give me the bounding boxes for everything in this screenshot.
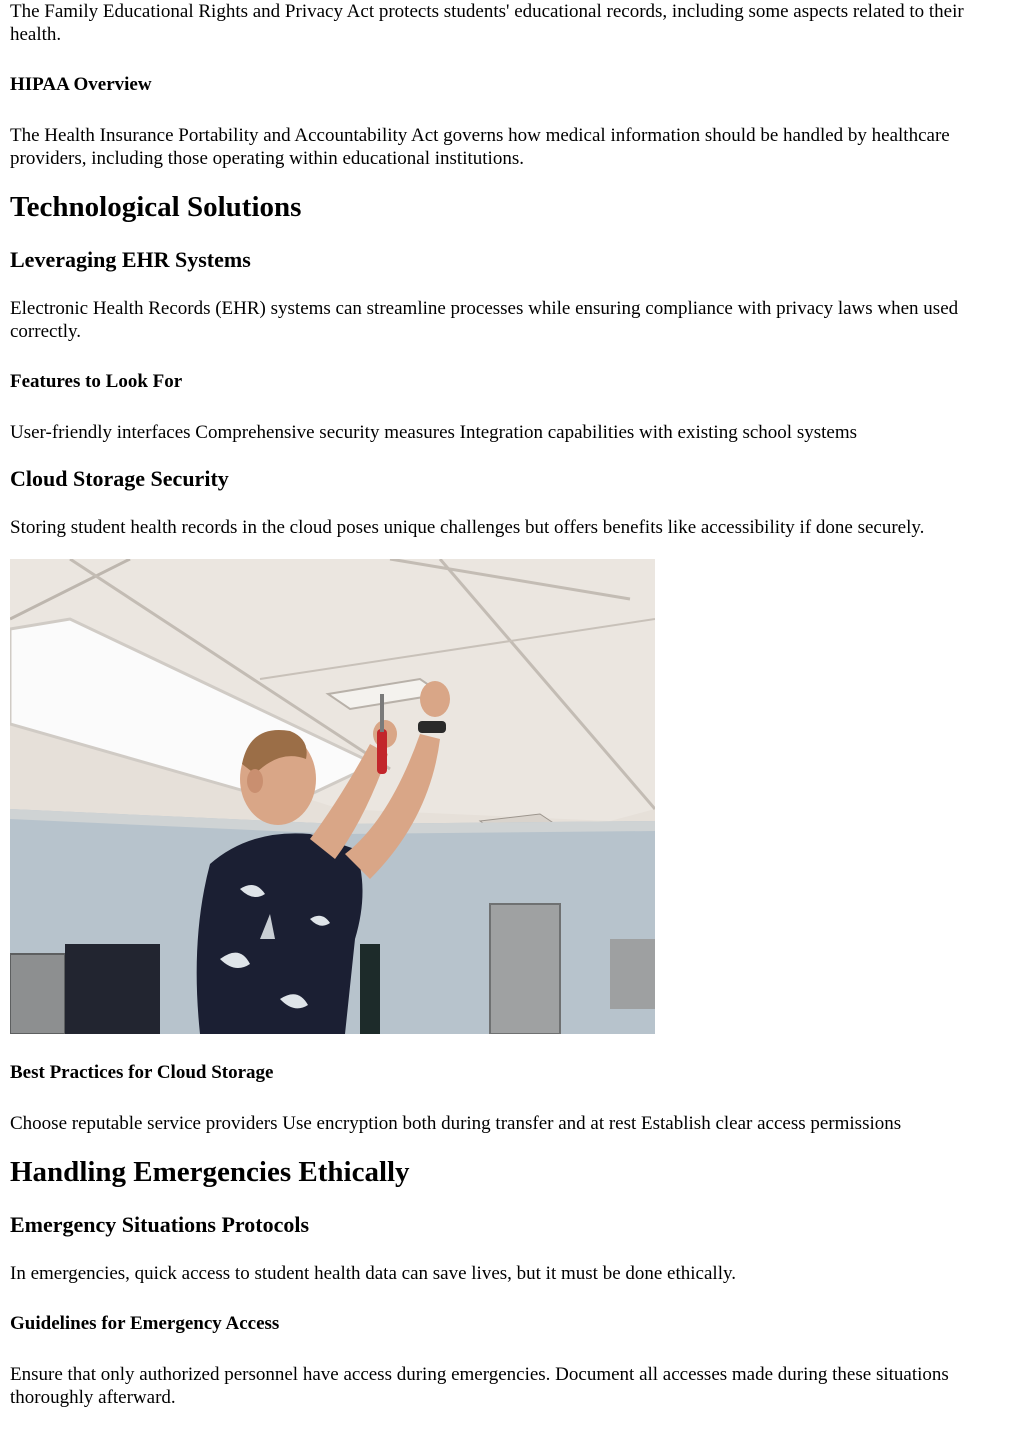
emergencies-heading: Handling Emergencies Ethically bbox=[10, 1156, 410, 1188]
ferpa-paragraph: The Family Educational Rights and Privacy Act protects students' educational records, including some aspects related to their health. bbox=[10, 1, 964, 45]
hipaa-heading: HIPAA Overview bbox=[10, 74, 152, 95]
tech-heading: Technological Solutions bbox=[10, 191, 302, 223]
photo-illustration bbox=[10, 559, 655, 1034]
protocols-paragraph: In emergencies, quick access to student health data can save lives, but it must be done ethically. bbox=[10, 1263, 736, 1284]
cloud-paragraph: Storing student health records in the cloud poses unique challenges but offers benefits like accessibility if done securely. bbox=[10, 517, 925, 538]
ceiling-installation-photo bbox=[10, 559, 655, 1034]
hipaa-paragraph: The Health Insurance Portability and Accountability Act governs how medical information should be handled by healthcare providers, including those operating within educational institutions. bbox=[10, 125, 950, 169]
protocols-heading: Emergency Situations Protocols bbox=[10, 1212, 310, 1237]
best-practices-heading: Best Practices for Cloud Storage bbox=[10, 1062, 274, 1083]
best-practices-paragraph: Choose reputable service providers Use encryption both during transfer and at rest Establish clear access permissions bbox=[10, 1113, 902, 1134]
guidelines-paragraph: Ensure that only authorized personnel have access during emergencies. Document all accesses made during these situations thoroughly afterward. bbox=[10, 1364, 949, 1408]
ehr-paragraph: Electronic Health Records (EHR) systems can streamline processes while ensuring compliance with privacy laws when used correctly. bbox=[10, 298, 959, 342]
features-heading: Features to Look For bbox=[10, 371, 183, 392]
cloud-heading: Cloud Storage Security bbox=[10, 466, 229, 491]
ehr-heading: Leveraging EHR Systems bbox=[10, 247, 251, 272]
features-paragraph: User-friendly interfaces Comprehensive security measures Integration capabilities with existing school systems bbox=[10, 422, 857, 443]
guidelines-heading: Guidelines for Emergency Access bbox=[10, 1313, 280, 1334]
